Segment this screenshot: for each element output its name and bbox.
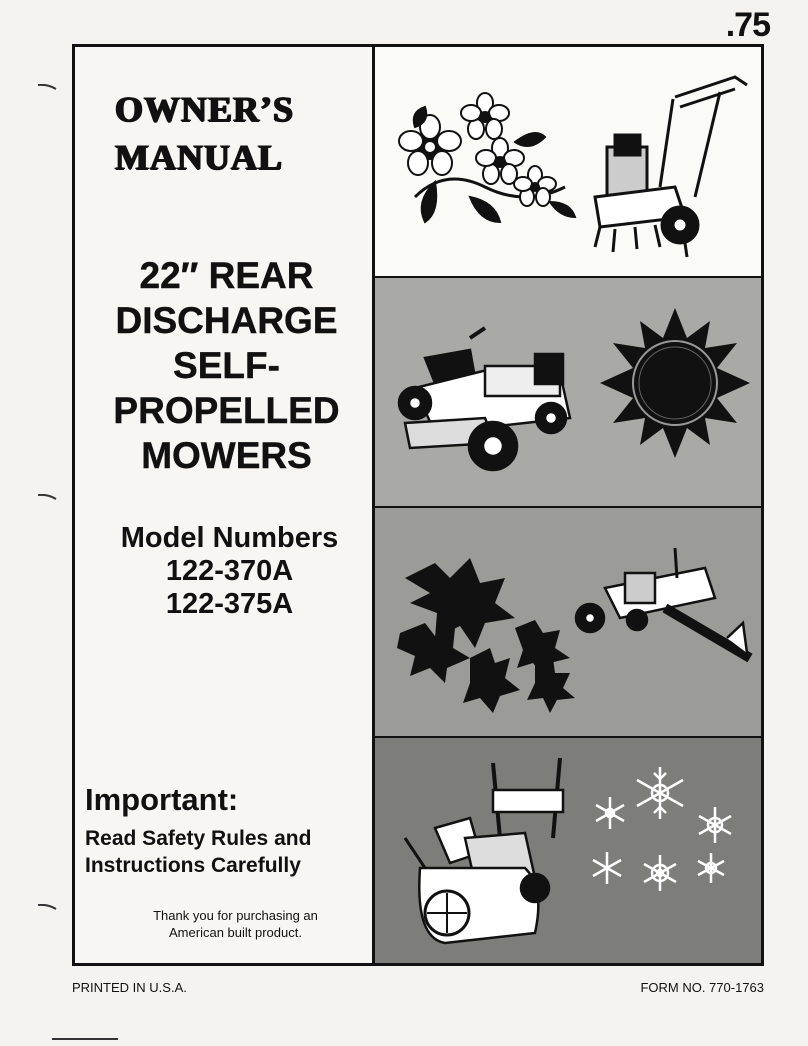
thanks-line: American built product. [169, 925, 302, 940]
model-numbers [75, 522, 372, 621]
sun-icon [600, 308, 750, 458]
fall-panel [375, 508, 761, 738]
title-line: MOWERS [141, 435, 312, 476]
printed-in-label: PRINTED IN U.S.A. [72, 980, 187, 995]
product-title [75, 253, 372, 478]
cover-text-column [75, 47, 372, 963]
model-number: 122-375A [165, 588, 294, 620]
title-line: PROPELLED [113, 390, 340, 431]
fall-illustration [375, 508, 761, 738]
heading-line-1: OWNER’S [115, 89, 295, 129]
margin-mark [38, 904, 58, 910]
thank-you-note [75, 907, 372, 941]
spring-panel [375, 47, 761, 278]
winter-panel [375, 738, 761, 963]
title-line: 22″ REAR [139, 255, 314, 296]
winter-illustration [375, 738, 761, 963]
title-line: DISCHARGE [115, 300, 338, 341]
snow-thrower-icon [405, 758, 563, 943]
tiller-icon [595, 77, 747, 257]
title-line: SELF- [173, 345, 280, 386]
seasonal-illustrations [375, 47, 761, 963]
leaves-icon [397, 558, 575, 713]
heading-line-2: MANUAL [115, 137, 283, 177]
snowflakes-icon [593, 767, 731, 891]
spring-illustration [375, 47, 761, 278]
model-number: 122-370A [165, 555, 294, 587]
manual-heading [75, 85, 372, 181]
margin-mark [38, 84, 58, 90]
safety-line: Instructions Carefully [85, 854, 301, 877]
model-label: Model Numbers [120, 522, 339, 554]
lawn-tractor-icon [399, 328, 570, 470]
summer-panel [375, 278, 761, 508]
bottom-rule [52, 1038, 118, 1040]
safety-line: Read Safety Rules and [85, 827, 312, 850]
safety-notice [85, 825, 311, 879]
log-splitter-icon [576, 548, 750, 658]
price-label: .75 [725, 6, 770, 44]
summer-illustration [375, 278, 761, 508]
thanks-line: Thank you for purchasing an [153, 908, 318, 923]
form-number: FORM NO. 770-1763 [640, 980, 764, 995]
cover-frame [72, 44, 764, 966]
flowers-icon [399, 93, 575, 222]
margin-mark [38, 494, 58, 500]
important-heading: Important: [85, 782, 239, 817]
